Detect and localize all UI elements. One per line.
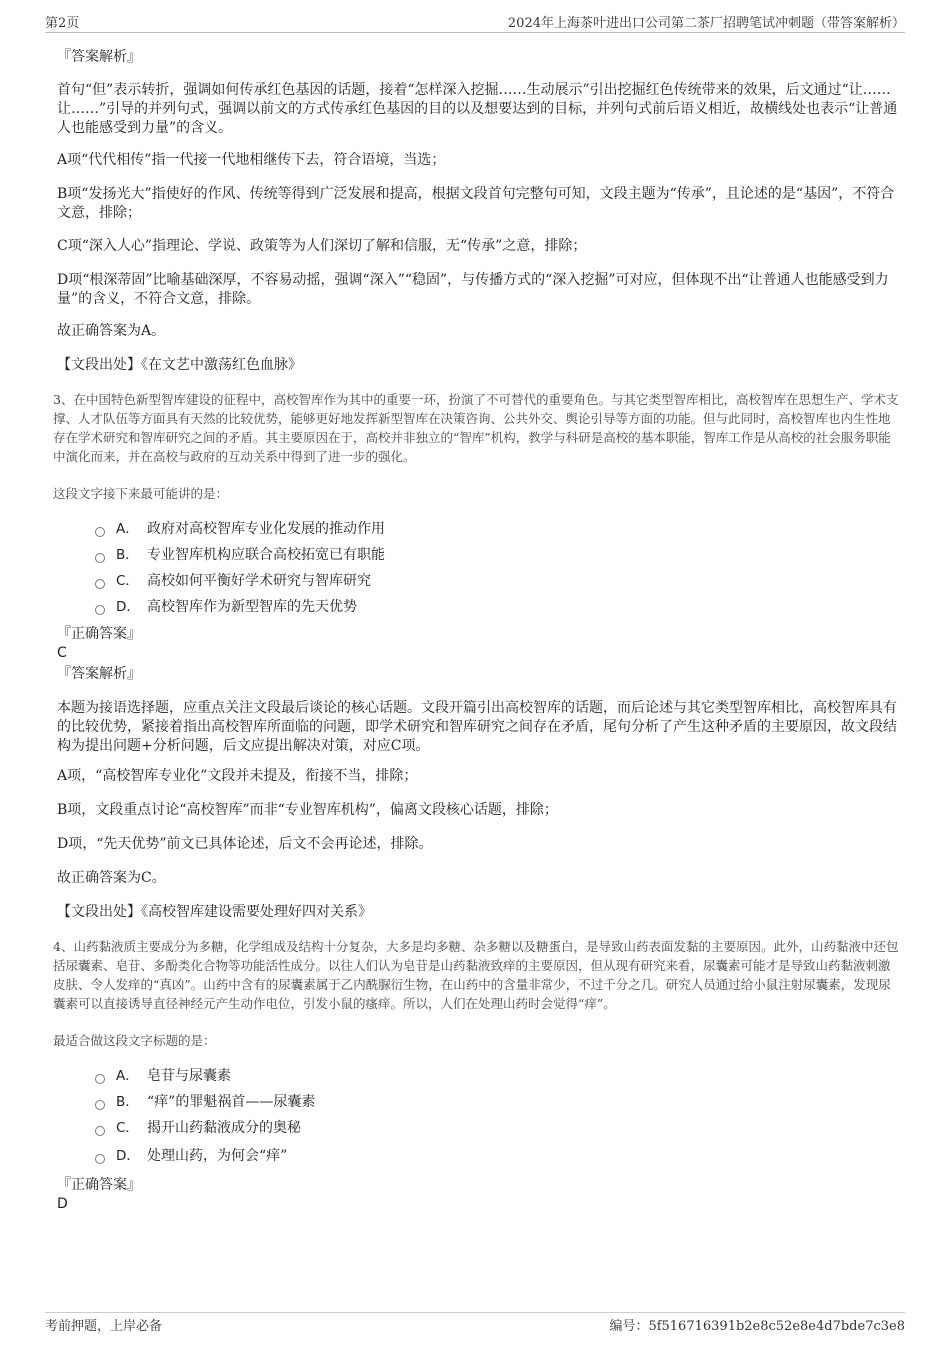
q3-option-c[interactable]	[95, 571, 371, 591]
option-letter: C．	[116, 573, 139, 589]
q3-option-a[interactable]	[95, 519, 385, 539]
footer-slogan: 考前押题，上岸必备	[45, 1319, 163, 1334]
q4-answer: D	[57, 1196, 68, 1212]
q2-option-c-analysis: C项“深入人心”指理论、学说、政策等为人们深切了解和信服，无“传承”之意，排除；	[57, 238, 587, 254]
q4-prompt: 最适合做这段文字标题的是：	[53, 1033, 216, 1048]
q2-option-b-analysis: B项“发扬光大”指使好的作风、传统等得到广泛发展和提高，根据文段首句完整句可知，文段主题为“传承”，且论述的是“基因”，不符合文意，排除；	[57, 186, 895, 221]
q3-prompt: 这段文字接下来最可能讲的是：	[53, 486, 229, 501]
q3-source: 【文段出处】《高校智库建设需要处理好四对关系》	[57, 904, 372, 920]
q4-answer-heading: 『正确答案』	[57, 1177, 141, 1193]
document-title: 2024年上海茶叶进出口公司第二茶厂招聘笔试冲刺题（带答案解析）	[507, 16, 905, 31]
q4-option-a[interactable]	[95, 1066, 231, 1086]
radio-icon[interactable]	[95, 1154, 105, 1164]
q4-option-c[interactable]	[95, 1118, 301, 1138]
q4-option-d[interactable]	[95, 1146, 287, 1166]
q4-option-b[interactable]	[95, 1092, 315, 1112]
option-text: 皂苷与尿囊素	[147, 1068, 231, 1084]
radio-icon[interactable]	[95, 1126, 105, 1136]
option-text: “痒”的罪魁祸首——尿囊素	[147, 1094, 316, 1110]
q3-option-a-analysis: A项，“高校智库专业化”文段并未提及，衔接不当，排除；	[57, 768, 418, 784]
radio-icon[interactable]	[95, 605, 105, 615]
option-text: 专业智库机构应联合高校拓宽已有职能	[147, 547, 385, 563]
page-header	[45, 12, 905, 33]
q3-answer: C	[57, 645, 67, 661]
document-id: 编号：5f516716391b2e8c52e8e4d7bde7c3e8	[609, 1319, 905, 1334]
q3-option-d-analysis: D项，“先天优势”前文已具体论述，后文不会再论述，排除。	[57, 836, 433, 852]
page-footer	[45, 1312, 905, 1334]
option-text: 高校如何平衡好学术研究与智库研究	[147, 573, 371, 589]
q2-conclusion: 故正确答案为A。	[57, 323, 166, 339]
q3-option-b-analysis: B项，文段重点讨论“高校智库”而非“专业智库机构”，偏离文段核心话题，排除；	[57, 802, 558, 818]
q2-source: 【文段出处】《在文艺中激荡红色血脉》	[57, 357, 302, 373]
q3-analysis-text: 本题为接语选择题，应重点关注文段最后谈论的核心话题。文段开篇引出高校智库的话题，而后论述与其它类型智库相比，高校智库具有的比较优势，紧接着指出高校智库所面临的问题，即学术研究和智库研究之间存在矛盾，尾句分析了产生这种矛盾的主要原因，故文段结构为提出问题+分析问题，后文应提出解决对策，对应C项。	[57, 700, 897, 754]
page-number: 第2页	[45, 16, 80, 31]
option-letter: D．	[116, 599, 140, 615]
option-letter: B．	[116, 1094, 139, 1110]
q3-answer-heading: 『正确答案』	[57, 626, 141, 642]
q3-conclusion: 故正确答案为C。	[57, 870, 166, 886]
radio-icon[interactable]	[95, 1100, 105, 1110]
radio-icon[interactable]	[95, 553, 105, 563]
q3-option-d[interactable]	[95, 597, 357, 617]
q2-analysis-text: 首句“但”表示转折，强调如何传承红色基因的话题，接着“怎样深入挖掘……生动展示”引出挖掘红色传统带来的效果，后文通过“让……让……”引导的并列句式，强调以前文的方式传承红色基因的目的以及想要达到的目标，并列句式前后语义相近，故横线处也表示“让普通人也能感受到力量”的含义。	[57, 82, 898, 136]
q2-option-d-analysis: D项“根深蒂固”比喻基础深厚，不容易动摇，强调“深入”“稳固”，与传播方式的“深入挖掘”可对应，但体现不出“让普通人也能感受到力量”的含义，不符合文意，排除。	[57, 272, 889, 307]
radio-icon[interactable]	[95, 1074, 105, 1084]
option-text: 政府对高校智库专业化发展的推动作用	[147, 521, 385, 537]
q2-option-a-analysis: A项“代代相传”指一代接一代地相继传下去，符合语境，当选；	[57, 152, 446, 168]
q3-option-b[interactable]	[95, 545, 385, 565]
q3-analysis-heading: 『答案解析』	[57, 666, 141, 682]
option-letter: A．	[116, 521, 139, 537]
option-letter: C．	[116, 1120, 139, 1136]
option-text: 高校智库作为新型智库的先天优势	[147, 599, 357, 615]
option-text: 处理山药，为何会“痒”	[147, 1148, 288, 1164]
radio-icon[interactable]	[95, 527, 105, 537]
q2-analysis-heading: 『答案解析』	[57, 49, 141, 65]
option-letter: A．	[116, 1068, 139, 1084]
radio-icon[interactable]	[95, 579, 105, 589]
option-letter: D．	[116, 1148, 140, 1164]
option-text: 揭开山药黏液成分的奥秘	[147, 1120, 301, 1136]
q4-question-text: 4、山药黏液质主要成分为多糖，化学组成及结构十分复杂，大多是均多糖、杂多糖以及糖蛋白，是导致山药表面发黏的主要原因。此外，山药黏液中还包括尿囊素、皂苷、多酚类化合物等功能活性成分。以往人们认为皂苷是山药黏液致痒的主要原因，但从现有研究来看，尿囊素可能才是导致山药黏液刺激皮肤、令人发痒的“真凶”。山药中含有的尿囊素属于乙内酰脲衍生物，在山药中的含量非常少，不过千分之几。研究人员通过给小鼠注射尿囊素，发现尿囊素可以直接诱导直径神经元产生动作电位，引发小鼠的瘙痒。所以，人们在处理山药时会觉得“痒”。	[53, 939, 899, 1011]
q3-question-text: 3、在中国特色新型智库建设的征程中，高校智库作为其中的重要一环，扮演了不可替代的重要角色。与其它类型智库相比，高校智库在思想生产、学术支撑、人才队伍等方面具有天然的比较优势，能够更好地发挥新型智库在决策咨询、公共外交、舆论引导等方面的功能。但与此同时，高校智库也内生性地存在学术研究和智库研究之间的矛盾。其主要原因在于，高校并非独立的“智库”机构，教学与科研是高校的基本职能，智库工作是从高校的社会服务职能中演化而来，并在高校与政府的互动关系中得到了进一步的强化。	[53, 392, 899, 464]
option-letter: B．	[116, 547, 139, 563]
